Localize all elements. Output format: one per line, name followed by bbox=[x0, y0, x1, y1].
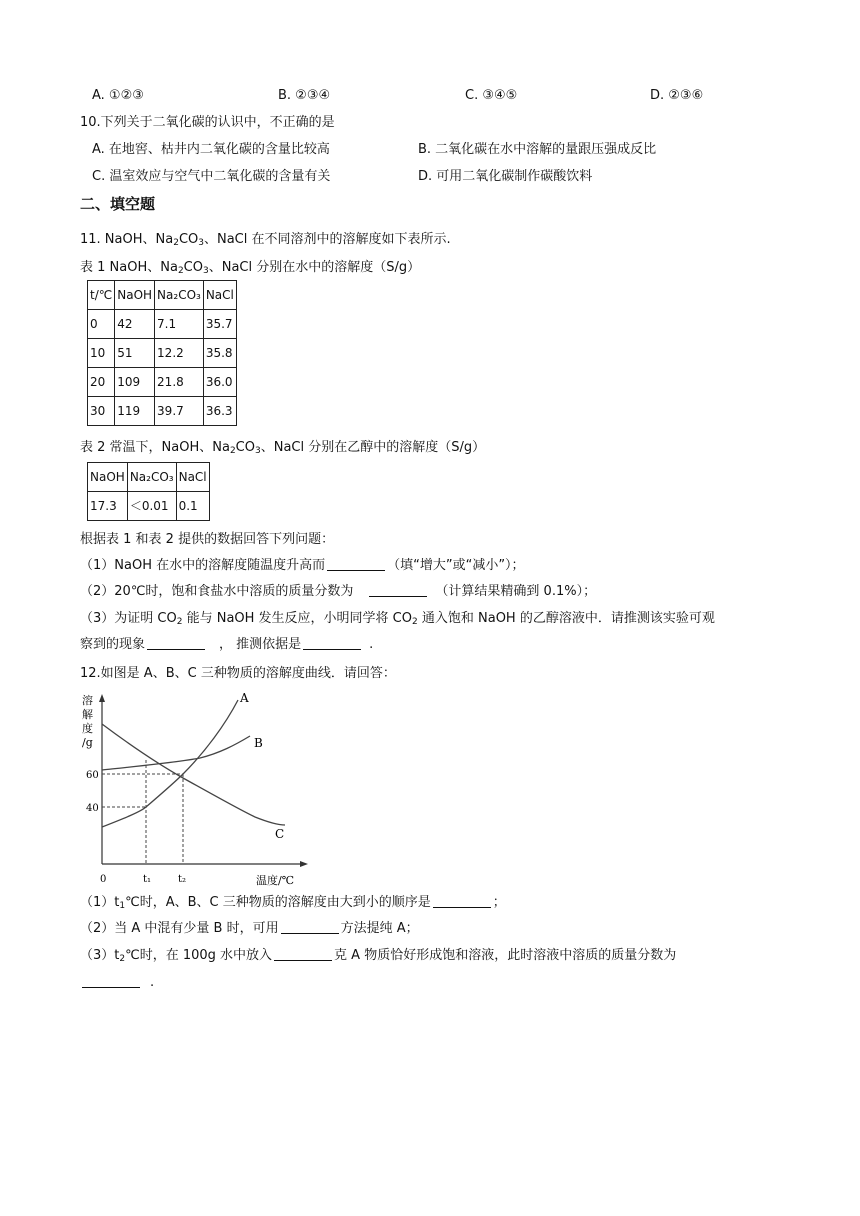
q10-option-c: C. 温室效应与空气中二氧化碳的含量有关 bbox=[92, 169, 331, 184]
sub: 2 bbox=[229, 446, 236, 456]
answer-blank[interactable] bbox=[82, 973, 140, 988]
q12-part1 bbox=[80, 893, 506, 916]
caption-a: 表 2 常温下，NaOH、Na bbox=[80, 440, 230, 455]
text: ℃时，在 100g 水中放入 bbox=[125, 948, 273, 963]
curve-b bbox=[102, 736, 250, 770]
table-cell: 12.2 bbox=[155, 339, 204, 368]
q11-intro: 根据表 1 和表 2 提供的数据回答下列问题： bbox=[80, 532, 335, 547]
q11-part1 bbox=[80, 556, 525, 576]
answer-blank[interactable] bbox=[274, 946, 332, 961]
sub: 2 bbox=[119, 954, 126, 964]
q12-part3 bbox=[80, 946, 676, 969]
text: ， 推测依据是 bbox=[219, 637, 302, 652]
y-tick-label: 60 bbox=[86, 770, 99, 781]
table-cell: 0.1 bbox=[176, 492, 209, 521]
answer-blank[interactable] bbox=[281, 919, 339, 934]
y-axis-label-3: 度 bbox=[82, 722, 93, 735]
text: . bbox=[150, 975, 155, 990]
solubility-table-water bbox=[87, 280, 237, 426]
text: （计算结果精确到 0.1%）； bbox=[435, 584, 597, 599]
caption-b: CO bbox=[235, 440, 255, 455]
caption-a: 表 1 NaOH、Na bbox=[80, 260, 178, 275]
text: . bbox=[369, 637, 374, 652]
curve-a bbox=[102, 700, 238, 827]
answer-blank[interactable] bbox=[369, 582, 427, 597]
table-row bbox=[88, 310, 237, 339]
sub: 3 bbox=[254, 446, 261, 456]
text: ℃时，A、B、C 三种物质的溶解度由大到小的顺序是 bbox=[125, 895, 431, 910]
table-header-cell: Na₂CO₃ bbox=[155, 281, 204, 310]
text: （1）t bbox=[80, 895, 120, 910]
q11-stem-c: 、NaCl 在不同溶剂中的溶解度如下表所示. bbox=[203, 232, 451, 247]
q10-option-d: D. 可用二氧化碳制作碳酸饮料 bbox=[418, 169, 593, 184]
text: （2）20℃时，饱和食盐水中溶质的质量分数为 bbox=[80, 584, 354, 599]
text: （2）当 A 中混有少量 B 时，可用 bbox=[80, 921, 279, 936]
table-header-cell: Na₂CO₃ bbox=[127, 463, 176, 492]
table-cell: 109 bbox=[115, 368, 155, 397]
x-axis-arrow bbox=[300, 861, 308, 867]
q9-option-a: A. ①②③ bbox=[92, 88, 144, 103]
table-header-cell: NaCl bbox=[203, 281, 236, 310]
x-axis-label: 温度/℃ bbox=[256, 874, 295, 887]
table-row bbox=[88, 339, 237, 368]
caption-c: 、NaCl 分别在乙醇中的溶解度（S/g） bbox=[260, 440, 486, 455]
table-cell: 7.1 bbox=[155, 310, 204, 339]
table-header-row bbox=[88, 463, 210, 492]
text: 能与 NaOH 发生反应，小明同学将 CO bbox=[182, 611, 412, 626]
x-tick-label: t₂ bbox=[178, 874, 187, 885]
solubility-table-ethanol bbox=[87, 462, 210, 521]
table-cell: 35.7 bbox=[203, 310, 236, 339]
table1-caption bbox=[80, 258, 420, 281]
table-cell: 51 bbox=[115, 339, 155, 368]
q11-part2 bbox=[80, 582, 596, 602]
answer-blank[interactable] bbox=[147, 635, 205, 650]
series-label-b: B bbox=[254, 736, 263, 750]
y-tick-label: 40 bbox=[86, 803, 99, 814]
text: （1）NaOH 在水中的溶解度随温度升高而 bbox=[80, 558, 326, 573]
sub: 3 bbox=[202, 266, 209, 276]
q11-part3-cont bbox=[80, 635, 373, 655]
table-header-cell: NaOH bbox=[88, 463, 128, 492]
y-axis-label-2: 解 bbox=[82, 708, 93, 721]
table-header-cell: t/℃ bbox=[88, 281, 115, 310]
table-row bbox=[88, 492, 210, 521]
sub: 2 bbox=[176, 617, 183, 627]
text: 方法提纯 A； bbox=[340, 921, 419, 936]
y-axis-arrow bbox=[99, 694, 105, 702]
section-title: 二、填空题 bbox=[80, 195, 156, 213]
sub: 2 bbox=[173, 238, 179, 248]
table-header-row bbox=[88, 281, 237, 310]
table-cell: 119 bbox=[115, 397, 155, 426]
series-label-c: C bbox=[275, 827, 285, 841]
table-cell: 30 bbox=[88, 397, 115, 426]
q9-option-c: C. ③④⑤ bbox=[465, 88, 518, 103]
answer-blank[interactable] bbox=[303, 635, 361, 650]
q9-option-d: D. ②③⑥ bbox=[650, 88, 704, 103]
text: （填“增大”或“减小”）； bbox=[387, 558, 525, 573]
table-cell: ＜0.01 bbox=[127, 492, 176, 521]
sub: 3 bbox=[198, 238, 204, 248]
text: 察到的现象 bbox=[80, 637, 146, 652]
answer-blank[interactable] bbox=[327, 556, 385, 571]
table-cell: 35.8 bbox=[203, 339, 236, 368]
text: ； bbox=[492, 895, 506, 910]
table-cell: 0 bbox=[88, 310, 115, 339]
q9-option-b: B. ②③④ bbox=[278, 88, 331, 103]
table-cell: 17.3 bbox=[88, 492, 128, 521]
text: 克 A 物质恰好形成饱和溶液，此时溶液中溶质的质量分数为 bbox=[334, 948, 677, 963]
caption-c: 、NaCl 分别在水中的溶解度（S/g） bbox=[208, 260, 421, 275]
y-axis-label-4: /g bbox=[82, 736, 93, 749]
table-row bbox=[88, 368, 237, 397]
q10-stem: 10.下列关于二氧化碳的认识中，不正确的是 bbox=[80, 115, 335, 130]
table-header-cell: NaCl bbox=[176, 463, 209, 492]
q11-stem bbox=[80, 230, 451, 253]
answer-blank[interactable] bbox=[433, 893, 491, 908]
text: （3）t bbox=[80, 948, 120, 963]
sub: 2 bbox=[177, 266, 184, 276]
table-row bbox=[88, 397, 237, 426]
q12-part3-cont bbox=[80, 973, 154, 993]
table-cell: 36.3 bbox=[203, 397, 236, 426]
solubility-curve-chart bbox=[80, 690, 320, 890]
text: （3）为证明 CO bbox=[80, 611, 177, 626]
table-cell: 20 bbox=[88, 368, 115, 397]
caption-b: CO bbox=[183, 260, 203, 275]
table-cell: 39.7 bbox=[155, 397, 204, 426]
q10-option-b: B. 二氧化碳在水中溶解的量跟压强成反比 bbox=[418, 142, 657, 157]
text: 通入饱和 NaOH 的乙醇溶液中．请推测该实验可观 bbox=[417, 611, 715, 626]
q11-part3 bbox=[80, 609, 715, 632]
table-header-cell: NaOH bbox=[115, 281, 155, 310]
sub: 1 bbox=[119, 901, 126, 911]
q10-option-a: A. 在地窖、枯井内二氧化碳的含量比较高 bbox=[92, 142, 330, 157]
q12-stem: 12.如图是 A、B、C 三种物质的溶解度曲线．请回答： bbox=[80, 666, 396, 681]
table-cell: 21.8 bbox=[155, 368, 204, 397]
table-cell: 42 bbox=[115, 310, 155, 339]
y-axis-label-1: 溶 bbox=[82, 694, 93, 707]
sub: 2 bbox=[412, 617, 418, 627]
q11-stem-a: 11. NaOH、Na bbox=[80, 232, 174, 247]
q11-stem-b: CO bbox=[178, 232, 199, 247]
table-cell: 10 bbox=[88, 339, 115, 368]
x-tick-label: t₁ bbox=[143, 874, 152, 885]
series-label-a: A bbox=[240, 691, 249, 705]
table-cell: 36.0 bbox=[203, 368, 236, 397]
q12-part2 bbox=[80, 919, 419, 939]
table2-caption bbox=[80, 438, 485, 461]
x-tick-label: 0 bbox=[100, 874, 107, 885]
